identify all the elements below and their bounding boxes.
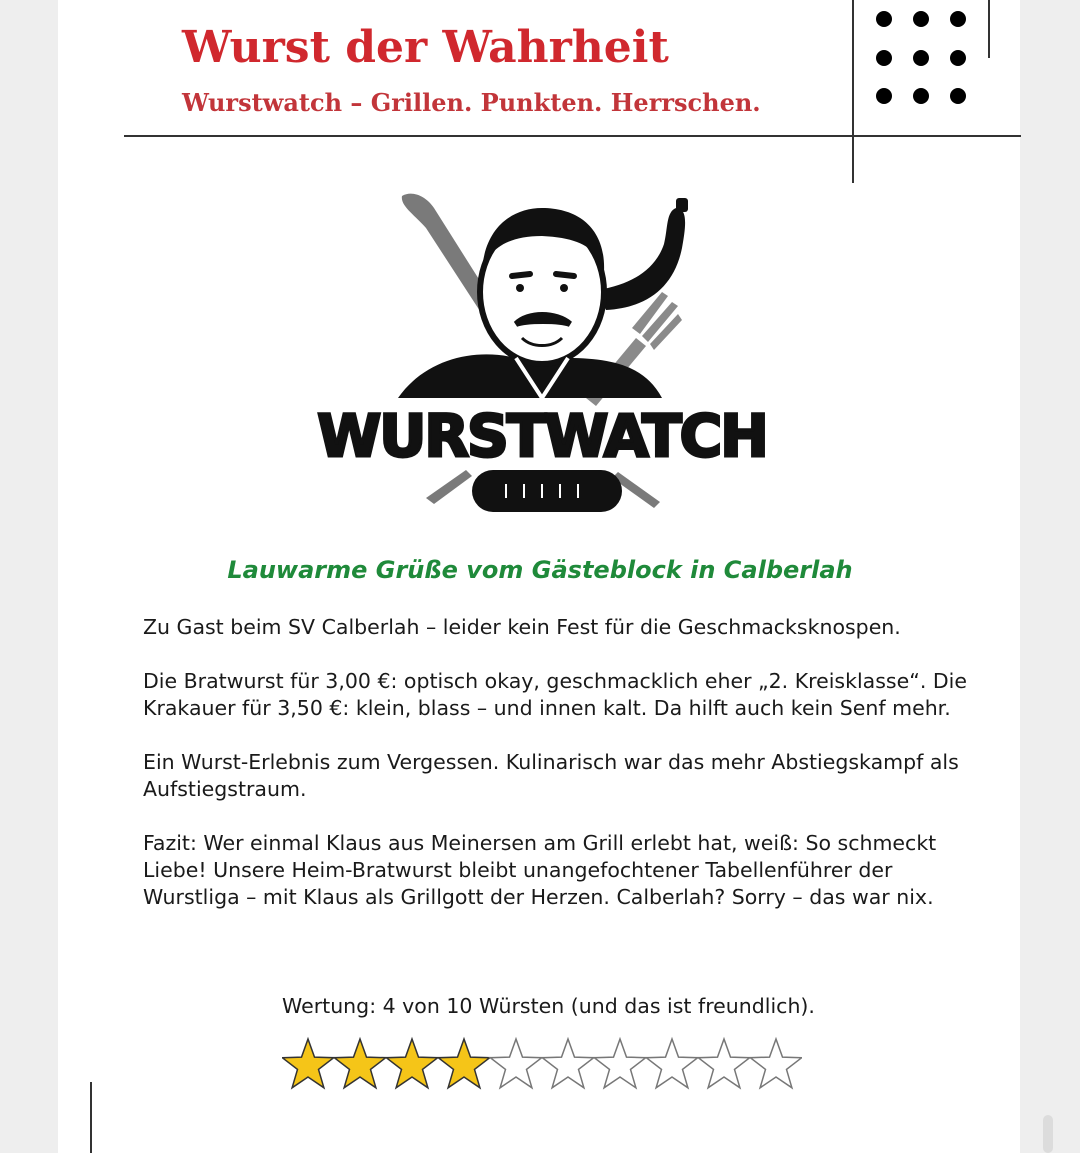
page-subtitle: Wurstwatch – Grillen. Punkten. Herrschen. (182, 88, 761, 117)
header-divider (124, 135, 1021, 137)
star-empty-icon (490, 1039, 541, 1088)
star-rating (282, 1036, 802, 1096)
article-paragraph: Ein Wurst-Erlebnis zum Vergessen. Kulinarisch war das mehr Abstiegskampf als Aufstiegstraum. (143, 750, 959, 801)
article-paragraph: Die Bratwurst für 3,00 €: optisch okay, geschmacklich eher „2. Kreisklasse“. Die Krakauer für 3,50 €: klein, blass – und innen kalt. Da hilft auch kein Senf mehr. (143, 669, 967, 720)
dot-grid-decoration (874, 6, 974, 108)
star-filled-icon (438, 1039, 489, 1088)
article-headline: Lauwarme Grüße vom Gästeblock in Calberlah (227, 556, 853, 584)
vertical-divider (852, 0, 854, 183)
article-body (143, 614, 973, 938)
scrollbar-thumb[interactable] (1043, 1115, 1053, 1153)
star-empty-icon (646, 1039, 697, 1088)
rating-text: Wertung: 4 von 10 Würsten (und das ist freundlich). (282, 994, 815, 1018)
page-title: Wurst der Wahrheit (182, 22, 669, 73)
star-empty-icon (594, 1039, 645, 1088)
star-empty-icon (698, 1039, 749, 1088)
star-empty-icon (542, 1039, 593, 1088)
star-filled-icon (386, 1039, 437, 1088)
vertical-divider-bottom (90, 1082, 92, 1153)
vertical-divider-right (988, 0, 990, 58)
star-filled-icon (282, 1039, 333, 1088)
logo-wordmark: WURSTWATCH (317, 402, 767, 470)
bratwurst-icon (472, 470, 622, 512)
wurstwatch-logo (316, 188, 768, 524)
sausage-icon (598, 198, 688, 310)
star-empty-icon (750, 1039, 801, 1088)
article-paragraph: Fazit: Wer einmal Klaus aus Meinersen am Grill erlebt hat, weiß: So schmeckt Liebe! Unsere Heim-Bratwurst bleibt unangefochtener Tabellenführer der Wurstliga – mit Klaus als Grillgott der Herzen. Calberlah? Sorry – das war nix. (143, 831, 937, 909)
article-paragraph: Zu Gast beim SV Calberlah – leider kein Fest für die Geschmacksknospen. (143, 615, 901, 639)
star-filled-icon (334, 1039, 385, 1088)
